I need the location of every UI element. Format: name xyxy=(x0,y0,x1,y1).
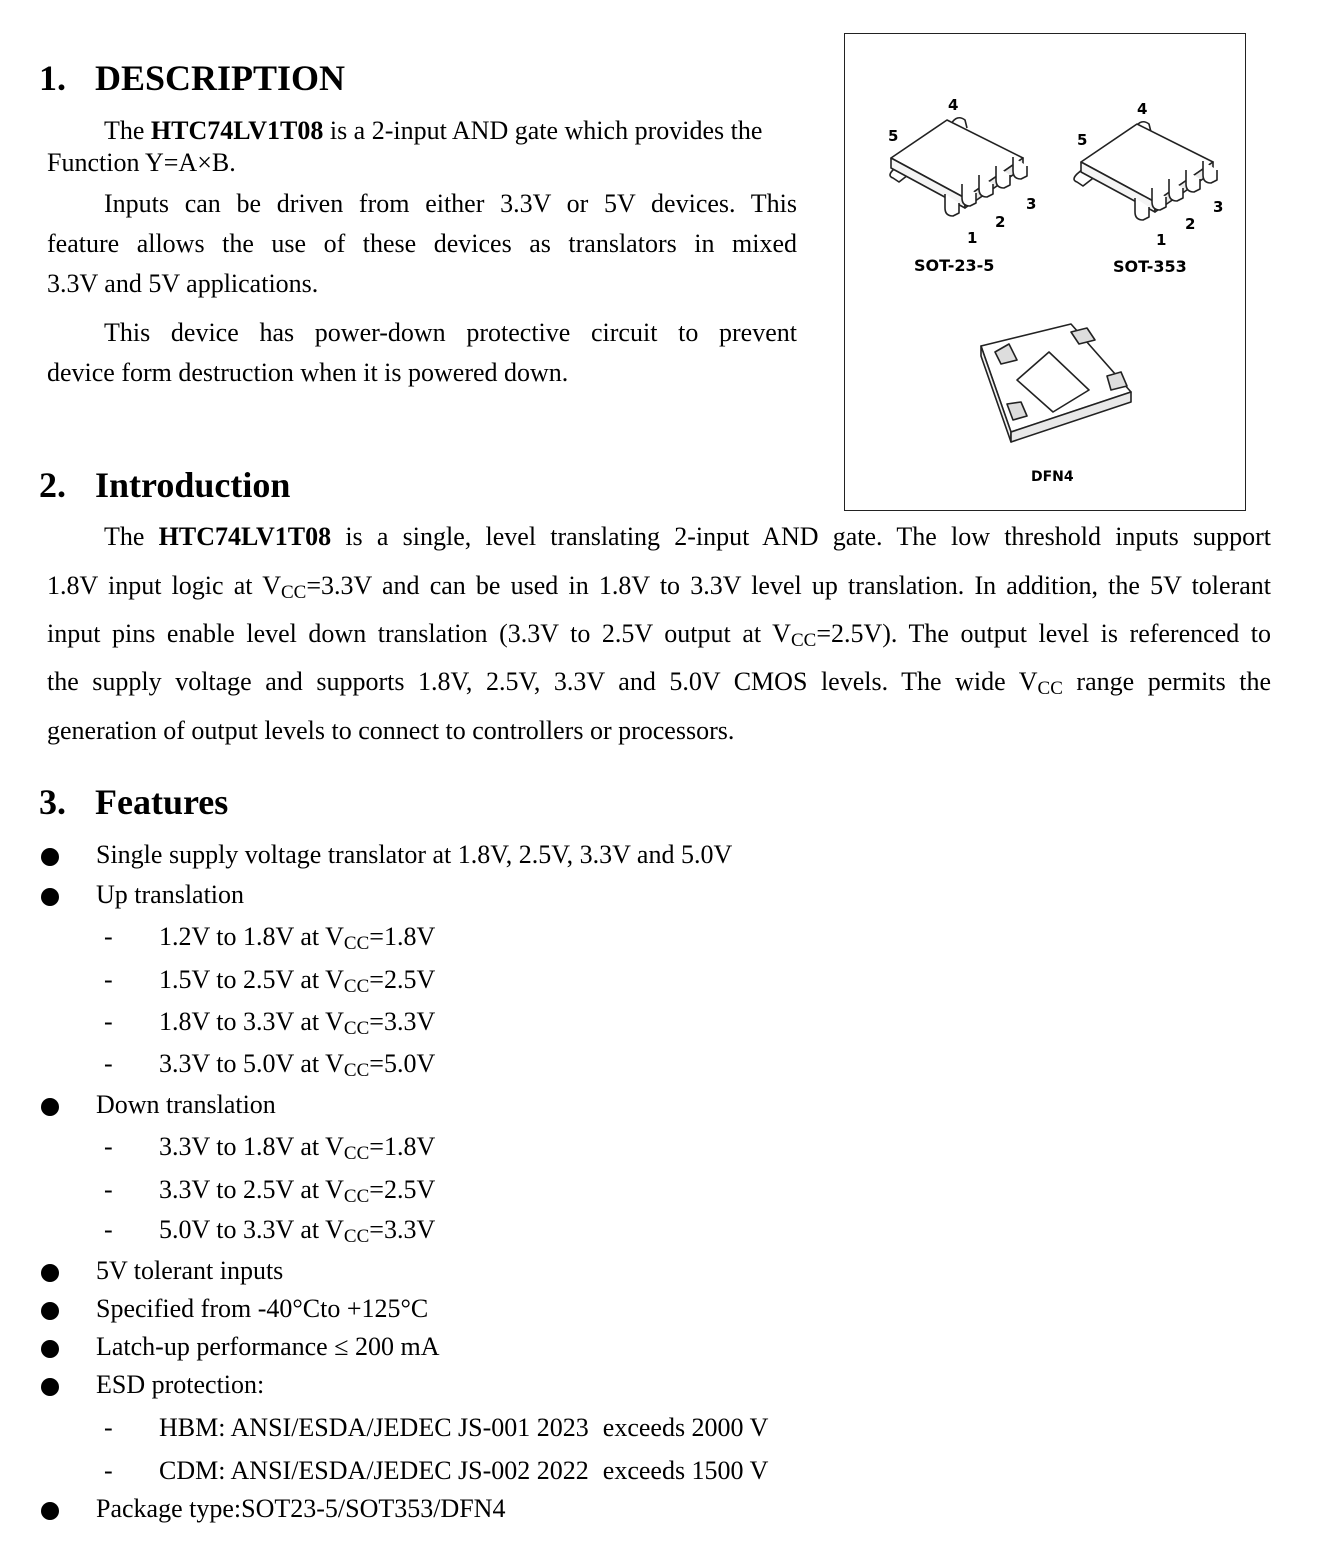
sot-23-5-label: SOT-23-5 xyxy=(914,256,995,275)
dfn4-label: DFN4 xyxy=(1031,469,1074,485)
intro-line2: 1.8V input logic at $V_{CC}=3.3V$ and can be used in 1.8V to 3.3V level up translation. In addition, the 5V tolerant xyxy=(47,571,1271,603)
feature-item: Down translation xyxy=(0,1090,1319,1122)
bullet-icon xyxy=(41,1098,59,1116)
feature-item: 5V tolerant inputs xyxy=(0,1256,1319,1288)
description-p1-line1: The HTC74LV1T08 is a 2-input AND gate which provides the xyxy=(104,116,763,145)
pin-label: 3 xyxy=(1026,195,1037,213)
feature-subitem: - 1.8V to 3.3V at $V_{CC}=3.3V$ xyxy=(104,1007,436,1039)
sot-353-label: SOT-353 xyxy=(1113,257,1187,276)
part-number: HTC74LV1T08 xyxy=(150,116,324,145)
section-heading-introduction xyxy=(39,465,290,505)
part-number: HTC74LV1T08 xyxy=(158,522,332,551)
pin-label: 5 xyxy=(1077,131,1088,149)
bullet-icon xyxy=(41,1378,59,1396)
dash-marker: - xyxy=(104,1175,113,1204)
bullet-icon xyxy=(41,1340,59,1358)
sot-353-drawing xyxy=(1074,122,1217,220)
feature-item: Specified from -40°Cto +125°C xyxy=(0,1294,1319,1326)
dash-marker: - xyxy=(104,922,113,951)
dash-marker: - xyxy=(104,1413,113,1442)
feature-subitem: - 3.3V to 5.0V at $V_{CC}=5.0V$ xyxy=(104,1049,436,1081)
feature-subitem: - 1.2V to 1.8V at $V_{CC}=1.8V$ xyxy=(104,922,436,954)
section-number: 2. xyxy=(39,465,66,505)
feature-item: ESD protection: xyxy=(0,1370,1319,1402)
dash-marker: - xyxy=(104,1132,113,1161)
pin-label: 2 xyxy=(995,213,1006,231)
section-title: Features xyxy=(95,782,229,822)
dfn4-drawing xyxy=(981,324,1131,442)
feature-subitem: - 3.3V to 1.8V at $V_{CC}=1.8V$ xyxy=(104,1132,436,1164)
description-p1-line2: Function Y=A×B. xyxy=(47,148,236,177)
bullet-icon xyxy=(41,1502,59,1520)
package-figure xyxy=(844,33,1246,511)
description-p2-line1: Inputs can be driven from either 3.3V or 5V devices. This xyxy=(104,189,797,218)
sot-23-5-drawing xyxy=(890,118,1027,216)
feature-subitem: - 1.5V to 2.5V at $V_{CC}=2.5V$ xyxy=(104,965,436,997)
intro-line5: generation of output levels to connect to controllers or processors. xyxy=(47,716,735,745)
package-drawings xyxy=(845,34,1247,512)
bullet-icon xyxy=(41,1264,59,1282)
pin-label: 1 xyxy=(1156,231,1167,249)
bullet-icon xyxy=(41,888,59,906)
feature-subitem: - 3.3V to 2.5V at $V_{CC}=2.5V$ xyxy=(104,1175,436,1207)
pin-label: 2 xyxy=(1185,215,1196,233)
description-p2-line2: feature allows the use of these devices as translators in mixed xyxy=(47,229,797,258)
section-heading-description xyxy=(39,58,345,98)
feature-item: Package type:SOT23-5/SOT353/DFN4 xyxy=(0,1494,1319,1526)
feature-item: Up translation xyxy=(0,880,1319,912)
feature-subitem: - HBM: ANSI/ESDA/JEDEC JS-001 2023 exceeds 2000 V xyxy=(104,1413,769,1442)
description-p2-line3: 3.3V and 5V applications. xyxy=(47,269,319,298)
bullet-icon xyxy=(41,848,59,866)
dash-marker: - xyxy=(104,1215,113,1244)
pin-label: 1 xyxy=(967,229,978,247)
pin-label: 4 xyxy=(1137,100,1148,118)
feature-item: Latch-up performance ≤ 200 mA xyxy=(0,1332,1319,1364)
section-number: 3. xyxy=(39,782,66,822)
intro-line1: The HTC74LV1T08 is a single, level translating 2-input AND gate. The low threshold inputs support xyxy=(104,522,1272,551)
pin-label: 4 xyxy=(948,96,959,114)
section-title: Introduction xyxy=(95,465,291,505)
dash-marker: - xyxy=(104,1007,113,1036)
description-p3-line1: This device has power-down protective circuit to prevent xyxy=(104,318,797,347)
section-heading-features xyxy=(39,782,228,822)
dash-marker: - xyxy=(104,1049,113,1078)
description-p3-line2: device form destruction when it is powered down. xyxy=(47,358,569,387)
pin-label: 3 xyxy=(1213,198,1224,216)
feature-item: Single supply voltage translator at 1.8V, 2.5V, 3.3V and 5.0V xyxy=(0,840,1319,872)
pin-label: 5 xyxy=(888,127,899,145)
section-title: DESCRIPTION xyxy=(95,58,346,98)
dash-marker: - xyxy=(104,1456,113,1485)
feature-subitem: - 5.0V to 3.3V at $V_{CC}=3.3V$ xyxy=(104,1215,436,1247)
dash-marker: - xyxy=(104,965,113,994)
bullet-icon xyxy=(41,1302,59,1320)
intro-line3: input pins enable level down translation (3.3V to 2.5V output at $V_{CC}=2.5V$). The output level is referenced to xyxy=(47,619,1272,651)
intro-line4: the supply voltage and supports 1.8V, 2.5V, 3.3V and 5.0V CMOS levels. The wide $V_{CC}$ range permits the xyxy=(47,667,1271,699)
feature-subitem: - CDM: ANSI/ESDA/JEDEC JS-002 2022 exceeds 1500 V xyxy=(104,1456,769,1485)
section-number: 1. xyxy=(39,58,66,98)
